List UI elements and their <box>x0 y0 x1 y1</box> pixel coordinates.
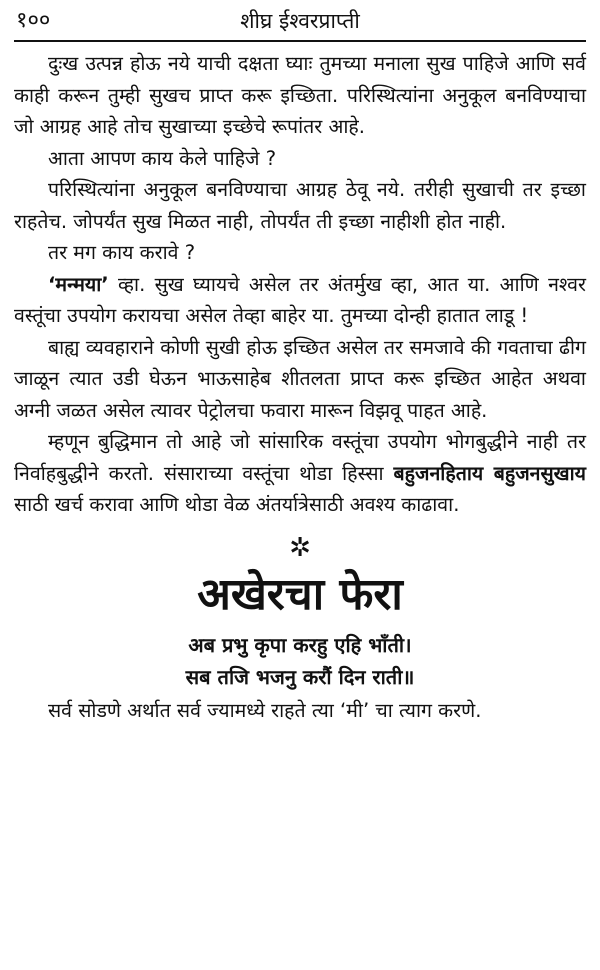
body-text <box>14 48 586 521</box>
page-number: १०० <box>16 8 51 33</box>
chapter-heading: अखेरचा फेरा <box>197 568 403 620</box>
paragraph-question-2: तर मग काय करावे ? <box>48 241 196 264</box>
manmaya-bold: ‘मन्मया’ <box>48 272 109 296</box>
running-title: शीघ्र ईश्वरप्राप्ती <box>240 9 360 33</box>
verse-block <box>14 629 586 693</box>
section-ornament-icon: ✲ <box>289 532 311 563</box>
paragraph-manmaya <box>14 269 586 332</box>
paragraph-bahya: बाह्य व्यवहाराने कोणी सुखी होऊ इच्छित असेल तर समजावे की गवताचा ढीग जाळून त्यात उडी घेऊन भाऊसाहेब शीतलता प्राप्त करू इच्छित आहेत अथवा अग्नी जळत असेल त्यावर पेट्रोलचा फवारा मारून विझवू पाहत आहे. <box>14 335 586 422</box>
page-header <box>14 0 586 42</box>
mhanun-after: साठी खर्च करावा आणि थोडा वेळ अंतर्यात्रेसाठी अवश्य काढावा. <box>14 493 460 516</box>
paragraph-closing: सर्व सोडणे अर्थात सर्व ज्यामध्ये राहते त्या ‘मी’ चा त्याग करणे. <box>48 698 482 722</box>
paragraph-question-1: आता आपण काय केले पाहिजे ? <box>48 146 277 170</box>
paragraph-paristhiti: परिस्थित्यांना अनुकूल बनविण्याचा आग्रह ठेवू नये. तरीही सुखाची तर इच्छा राहतेच. जोपर्यंत सुख मिळत नाही, तोपर्यंत ती इच्छा नाहीशी होत नाही. <box>14 178 586 233</box>
mhanun-before: म्हणून बुद्धिमान तो आहे जो सांसारिक वस्तूंचा उपयोग भोगबुद्धीने नाही तर निर्वाहबुद्धीने करतो. संसाराच्या वस्तूंचा थोडा हिस्सा <box>14 430 586 485</box>
verse-line-2: सब तजि भजनु करौं दिन राती॥ <box>185 664 415 689</box>
manmaya-rest: व्हा. सुख घ्यायचे असेल तर अंतर्मुख व्हा, आत या. आणि नश्वर वस्तूंचा उपयोग करायचा असेल तेव्हा बाहेर या. तुमच्या दोन्ही हातात लाडू ! <box>14 272 586 327</box>
paragraph-mhanun <box>14 426 586 521</box>
paragraph-dukh: दुःख उत्पन्न होऊ नये याची दक्षता घ्याः तुमच्या मनाला सुख पाहिजे आणि सर्व काही करून तुम्ही सुखच प्राप्त करू इच्छिता. परिस्थित्यांना अनुकूल बनविण्याचा जो आग्रह आहे तोच सुखाच्या इच्छेचे रूपांतर आहे. <box>14 52 586 138</box>
mhanun-bold: बहुजनहिताय बहुजनसुखाय <box>393 461 586 485</box>
verse-line-1: अब प्रभु कृपा करहु एहि भाँती। <box>188 632 412 657</box>
